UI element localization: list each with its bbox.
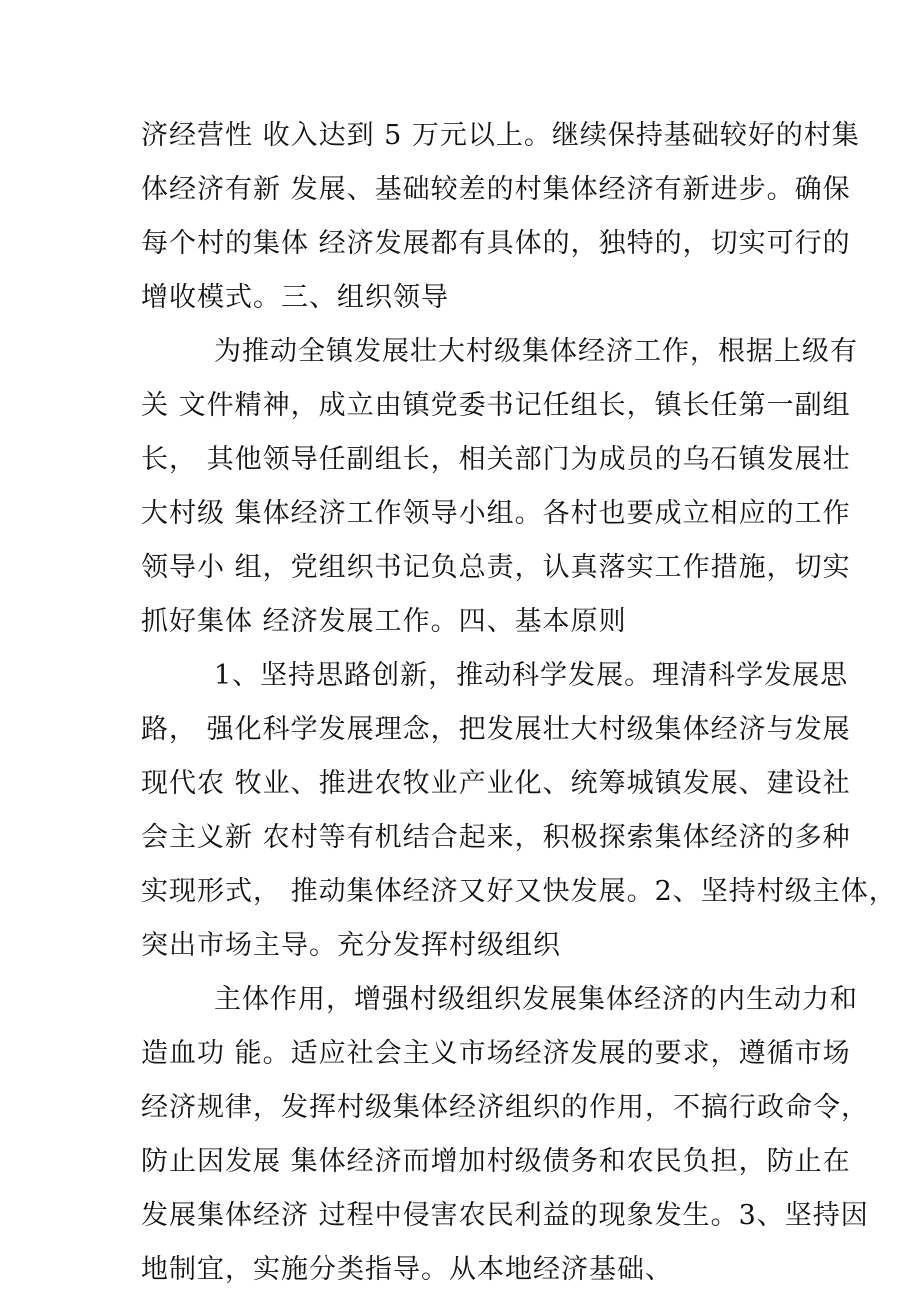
text-line-20: 防止因发展 集体经济而增加村级债务和农民负担，防止在 — [141, 1146, 851, 1177]
text-line-18: 造血功 能。适应社会主义市场经济发展的要求，遵循市场 — [141, 1038, 851, 1069]
text-line-7: 长， 其他领导任副组长，相关部门为成员的乌石镇发展壮 — [141, 444, 851, 475]
text-line-4: 增收模式。三、组织领导 — [141, 282, 449, 313]
text-line-12: 路， 强化科学发展理念，把发展壮大村级集体经济与发展 — [141, 714, 851, 745]
text-line-3: 每个村的集体 经济发展都有具体的，独特的，切实可行的 — [141, 228, 851, 259]
text-line-15: 实现形式， 推动集体经济又好又快发展。2、坚持村级主体， — [141, 876, 897, 907]
text-line-14: 会主义新 农村等有机结合起来，积极探索集体经济的多种 — [141, 822, 851, 853]
text-line-2: 体经济有新 发展、基础较差的村集体经济有新进步。确保 — [141, 174, 851, 205]
text-line-13: 现代农 牧业、推进农牧业产业化、统筹城镇发展、建设社 — [141, 768, 851, 799]
paragraph-start-line: 1、坚持思路创新，推动科学发展。理清科学发展思 — [214, 660, 849, 691]
text-line-10: 抓好集体 经济发展工作。四、基本原则 — [141, 606, 627, 637]
paragraph-start-line: 主体作用，增强村级组织发展集体经济的内生动力和 — [214, 984, 858, 1015]
text-line-1: 济经营性 收入达到 5 万元以上。继续保持基础较好的村集 — [141, 120, 860, 151]
text-line-9: 领导小 组，党组织书记负总责，认真落实工作措施，切实 — [141, 552, 851, 583]
text-line-16: 突出市场主导。充分发挥村级组织 — [141, 930, 561, 961]
paragraph-start-line: 为推动全镇发展壮大村级集体经济工作，根据上级有 — [214, 336, 858, 367]
text-line-8: 大村级 集体经济工作领导小组。各村也要成立相应的工作 — [141, 498, 851, 529]
text-line-6: 关 文件精神，成立由镇党委书记任组长，镇长任第一副组 — [141, 390, 851, 421]
text-line-21: 发展集体经济 过程中侵害农民利益的现象发生。3、坚持因 — [141, 1200, 869, 1231]
text-line-22: 地制宜，实施分类指导。从本地经济基础、 — [141, 1254, 673, 1285]
text-line-19: 经济规律，发挥村级集体经济组织的作用，不搞行政命令， — [141, 1092, 869, 1123]
